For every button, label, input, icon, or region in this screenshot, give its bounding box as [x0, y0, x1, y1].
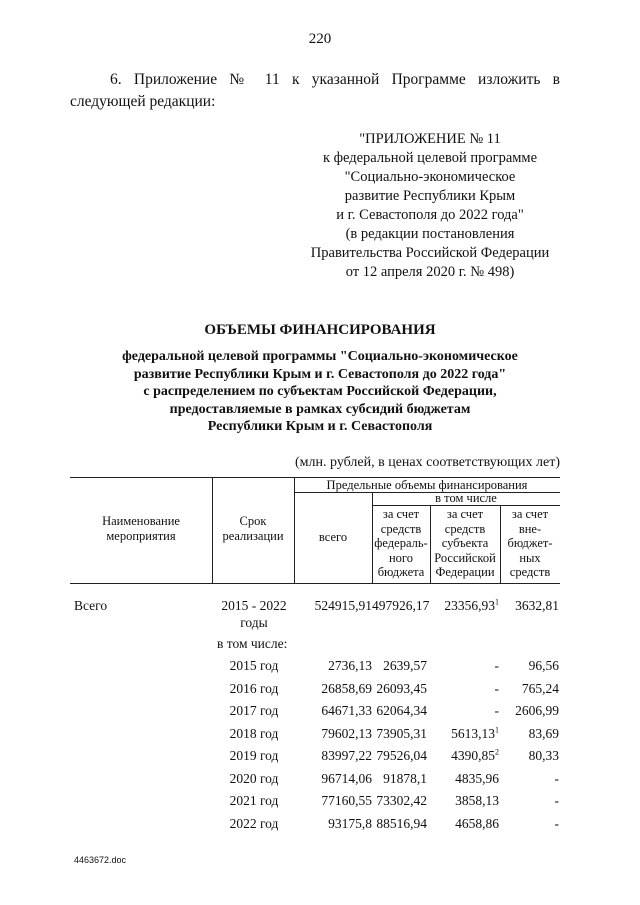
header-text: вне-: [518, 521, 542, 536]
units-note: (млн. рублей, в ценах соответствующих лет): [295, 455, 560, 470]
extra-value: 83,69: [528, 726, 559, 741]
year-cell: 2022 год: [229, 816, 279, 831]
period-line: годы: [240, 615, 268, 630]
federal-value: 88516,94: [376, 816, 427, 831]
row-label: Всего: [74, 598, 108, 613]
subject-value: -: [494, 703, 499, 718]
appendix-line: (в редакции постановления: [345, 226, 515, 242]
header-text: бюджет-: [507, 536, 553, 550]
subject-value: 4835,96: [455, 771, 499, 786]
header-text: средств: [380, 521, 422, 536]
appendix-line: к федеральной целевой программе: [322, 150, 538, 166]
extra-value: 80,33: [528, 748, 559, 763]
total-value: 77160,55: [321, 793, 372, 808]
year-cell: 2016 год: [229, 681, 279, 696]
header-total: всего: [318, 530, 348, 544]
subtitle-line: предоставляемые в рамках субсидий бюджетам: [169, 401, 471, 417]
page-number: 220: [308, 31, 332, 47]
federal-value: 62064,34: [376, 703, 427, 718]
subject-value: -: [494, 658, 499, 673]
subtitle-line: с распределением по субъектам Российской Федерации,: [143, 384, 497, 399]
subtitle-line: Республики Крым и г. Севастополя: [207, 419, 433, 434]
year-cell: 2020 год: [229, 771, 279, 786]
subject-value: 23356,93: [444, 598, 495, 613]
subject-cell: [432, 748, 499, 764]
total-value: 83997,22: [321, 748, 372, 763]
subject-cell: [432, 816, 499, 832]
subject-value: 5613,13: [451, 726, 495, 741]
year-cell: 2021 год: [229, 793, 279, 808]
extra-value: -: [554, 793, 559, 808]
federal-value: 79526,04: [376, 748, 427, 763]
federal-value: 26093,45: [376, 681, 427, 696]
header-text: реализации: [222, 528, 284, 543]
appendix-line: "ПРИЛОЖЕНИЕ № 11: [359, 131, 501, 147]
header-text: мероприятия: [106, 528, 176, 543]
federal-value: 497926,17: [372, 598, 430, 613]
header-text: Российской: [434, 550, 496, 565]
total-value: 2736,13: [328, 658, 372, 673]
federal-value: 91878,1: [383, 771, 427, 786]
header-text: средств: [509, 565, 551, 579]
subject-value: -: [494, 681, 499, 696]
header-federal: [372, 507, 430, 580]
subtitle-line: развитие Республики Крым и г. Севастополя до 2022 года": [133, 366, 507, 382]
header-extra: [500, 507, 560, 580]
federal-value: 2639,57: [383, 658, 427, 673]
subject-value: 4390,85: [451, 748, 495, 763]
header-period: [212, 514, 294, 543]
header-text: за счет: [382, 507, 420, 521]
header-subject: [430, 507, 500, 580]
total-value: 93175,8: [328, 816, 372, 831]
appendix-header: [280, 130, 580, 282]
header-text: средств: [444, 521, 486, 536]
footnote-mark: 2: [495, 747, 499, 757]
subject-cell: [432, 771, 499, 787]
subject-value: 4658,86: [455, 816, 499, 831]
subject-value: 3858,13: [455, 793, 499, 808]
footnote-mark: 1: [495, 597, 499, 607]
total-value: 96714,06: [321, 771, 372, 786]
including-label: в том числе:: [217, 636, 288, 651]
subject-cell: [432, 703, 499, 719]
appendix-line: и г. Севастополя до 2022 года": [336, 207, 524, 223]
subject-cell: [432, 658, 499, 674]
header-including: в том числе: [435, 491, 497, 505]
extra-value: -: [554, 816, 559, 831]
header-text: Срок: [239, 514, 267, 528]
header-text: Наименование: [102, 514, 180, 528]
subject-cell: [432, 681, 499, 697]
header-text: Федерации: [435, 565, 495, 579]
subject-cell: [432, 598, 499, 614]
appendix-line: развитие Республики Крым: [344, 188, 516, 204]
total-value: 79602,13: [321, 726, 372, 741]
period-line: 2015 - 2022: [221, 598, 287, 613]
header-text: федераль-: [374, 536, 428, 550]
header-bottom-rule: [70, 583, 560, 584]
document-title: ОБЪЕМЫ ФИНАНСИРОВАНИЯ: [204, 322, 436, 338]
extra-value: 3632,81: [515, 598, 559, 613]
header-limits: Предельные объемы финансирования: [326, 478, 528, 492]
extra-value: 765,24: [521, 681, 559, 696]
year-cell: 2015 год: [229, 658, 279, 673]
extra-value: -: [554, 771, 559, 786]
header-text: за счет: [511, 507, 549, 521]
footnote-mark: 1: [495, 725, 499, 735]
appendix-line: от 12 апреля 2020 г. № 498): [345, 264, 515, 280]
federal-value: 73905,31: [376, 726, 427, 741]
header-text: субъекта: [441, 536, 489, 550]
extra-value: 2606,99: [515, 703, 559, 718]
year-cell: 2019 год: [229, 748, 279, 763]
total-value: 64671,33: [321, 703, 372, 718]
extra-value: 96,56: [528, 658, 559, 673]
total-value: 524915,91: [314, 598, 372, 613]
header-text: ного: [388, 550, 413, 565]
header-text: ных: [519, 550, 541, 565]
subject-cell: [432, 793, 499, 809]
document-code: 4463672.doc: [74, 855, 127, 865]
federal-value: 73302,42: [376, 793, 427, 808]
header-text: за счет: [446, 507, 484, 521]
year-cell: 2018 год: [229, 726, 279, 741]
header-name: [70, 514, 212, 543]
intro-paragraph: 6. Приложение № 11 к указанной Программе изложить в следующей редакции:: [70, 71, 560, 110]
header-text: бюджета: [377, 565, 425, 579]
subject-cell: [432, 726, 499, 742]
subtitle-line: федеральной целевой программы "Социально-экономическое: [122, 349, 518, 364]
appendix-line: Правительства Российской Федерации: [310, 245, 550, 261]
year-cell: 2017 год: [229, 703, 279, 718]
total-value: 26858,69: [321, 681, 372, 696]
document-subtitle: [60, 348, 580, 436]
appendix-line: "Социально-экономическое: [344, 169, 516, 185]
